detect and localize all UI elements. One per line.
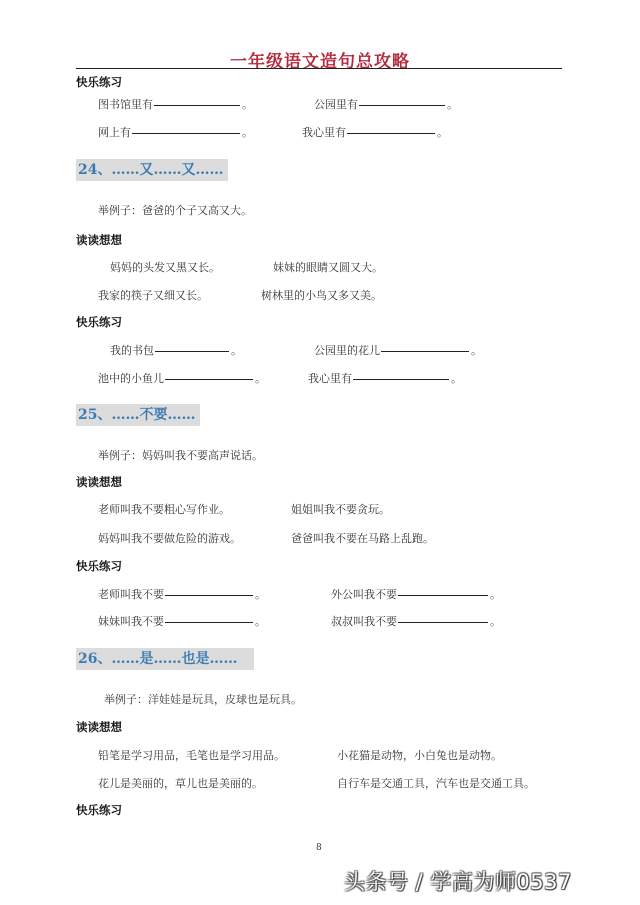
fill-blank[interactable] [398, 595, 488, 596]
read-think-sentence: 小花猫是动物，小白兔也是动物。 [337, 749, 502, 762]
read-think-sentence: 树林里的小鸟又多又美。 [261, 289, 382, 302]
section-heading-24: 24、……又……又…… [76, 159, 228, 181]
example-sentence: 举例子：爸爸的个子又高又大。 [98, 204, 252, 217]
practice-item [314, 96, 458, 112]
practice-prefix: 我心里有 [308, 372, 352, 385]
fill-blank[interactable] [165, 379, 253, 380]
practice-subheading: 快乐练习 [76, 75, 122, 89]
practice-prefix: 妹妹叫我不要 [98, 615, 164, 628]
practice-item [110, 342, 242, 358]
fill-blank[interactable] [381, 351, 469, 352]
page-number: 8 [316, 843, 322, 853]
practice-suffix: 。 [451, 372, 462, 385]
practice-item [314, 342, 482, 358]
read-think-subheading: 读读想想 [76, 233, 122, 247]
practice-suffix: 。 [437, 126, 448, 139]
fill-blank[interactable] [359, 105, 445, 106]
fill-blank[interactable] [154, 105, 240, 106]
practice-suffix: 。 [490, 615, 501, 628]
practice-prefix: 叔叔叫我不要 [331, 615, 397, 628]
watermark: 头条号 / 学高为师0537 [344, 870, 572, 894]
practice-prefix: 我的书包 [110, 344, 154, 357]
practice-suffix: 。 [231, 344, 242, 357]
practice-item [302, 124, 448, 140]
practice-item [98, 96, 253, 112]
read-think-subheading: 读读想想 [76, 475, 122, 489]
read-think-sentence: 花儿是美丽的，草儿也是美丽的。 [98, 777, 263, 790]
example-sentence: 举例子：洋娃娃是玩具，皮球也是玩具。 [104, 693, 302, 706]
practice-suffix: 。 [255, 588, 266, 601]
practice-prefix: 老师叫我不要 [98, 588, 164, 601]
read-think-sentence: 妈妈的头发又黑又长。 [110, 261, 220, 274]
practice-item [331, 613, 501, 629]
read-think-sentence: 妹妹的眼睛又圆又大。 [273, 261, 383, 274]
practice-prefix: 网上有 [98, 126, 131, 139]
fill-blank[interactable] [132, 133, 240, 134]
practice-item [98, 613, 266, 629]
read-think-sentence: 爸爸叫我不要在马路上乱跑。 [291, 532, 434, 545]
title-divider [76, 68, 562, 69]
page-title: 一年级语文造句总攻略 [230, 52, 410, 72]
practice-subheading: 快乐练习 [76, 803, 122, 817]
practice-suffix: 。 [242, 98, 253, 111]
read-think-sentence: 老师叫我不要粗心写作业。 [98, 503, 230, 516]
read-think-subheading: 读读想想 [76, 720, 122, 734]
practice-subheading: 快乐练习 [76, 315, 122, 329]
read-think-sentence: 姐姐叫我不要贪玩。 [291, 503, 390, 516]
practice-prefix: 池中的小鱼儿 [98, 372, 164, 385]
fill-blank[interactable] [353, 379, 449, 380]
fill-blank[interactable] [347, 133, 435, 134]
practice-suffix: 。 [490, 588, 501, 601]
fill-blank[interactable] [398, 622, 488, 623]
practice-suffix: 。 [242, 126, 253, 139]
practice-item [98, 370, 266, 386]
practice-subheading: 快乐练习 [76, 559, 122, 573]
practice-suffix: 。 [255, 372, 266, 385]
example-sentence: 举例子：妈妈叫我不要高声说话。 [98, 449, 263, 462]
read-think-sentence: 自行车是交通工具，汽车也是交通工具。 [337, 777, 535, 790]
read-think-sentence: 我家的筷子又细又长。 [98, 289, 208, 302]
practice-item [308, 370, 462, 386]
practice-suffix: 。 [447, 98, 458, 111]
practice-item [331, 586, 501, 602]
practice-item [98, 586, 266, 602]
practice-item [98, 124, 253, 140]
practice-prefix: 外公叫我不要 [331, 588, 397, 601]
practice-prefix: 图书馆里有 [98, 98, 153, 111]
fill-blank[interactable] [165, 595, 253, 596]
practice-prefix: 公园里有 [314, 98, 358, 111]
practice-prefix: 公园里的花儿 [314, 344, 380, 357]
section-heading-26: 26、……是……也是…… [76, 648, 254, 670]
fill-blank[interactable] [155, 351, 229, 352]
read-think-sentence: 妈妈叫我不要做危险的游戏。 [98, 532, 241, 545]
read-think-sentence: 铅笔是学习用品，毛笔也是学习用品。 [98, 749, 285, 762]
practice-prefix: 我心里有 [302, 126, 346, 139]
practice-suffix: 。 [471, 344, 482, 357]
fill-blank[interactable] [165, 622, 253, 623]
practice-suffix: 。 [255, 615, 266, 628]
section-heading-25: 25、……不要…… [76, 404, 200, 426]
